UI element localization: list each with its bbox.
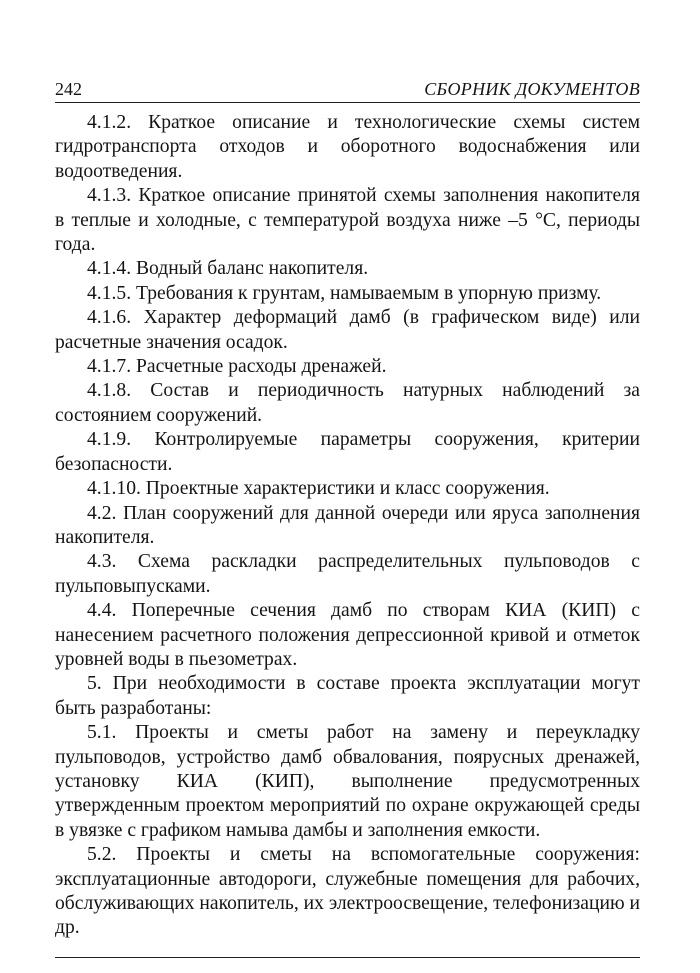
paragraph-5-2: 5.2. Проекты и сметы на вспомогательные сооружения: эксплуатационные автодороги, служебные помещения для рабочих, обслуживающих накопитель, их электроосвещение, телефонизацию и др. bbox=[55, 844, 640, 939]
page-header bbox=[55, 73, 640, 103]
paragraph-4-1-8: 4.1.8. Состав и периодичность натурных наблюдений за состоянием сооружений. bbox=[55, 380, 640, 426]
paragraph-4-1-3: 4.1.3. Краткое описание принятой схемы заполнения накопителя в теплые и холодные, с температурой воздуха ниже –5 °C, периоды года. bbox=[55, 185, 640, 256]
running-title: СБОРНИК ДОКУМЕНТОВ bbox=[424, 79, 640, 99]
page-number: 242 bbox=[55, 79, 82, 99]
paragraph-5: 5. При необходимости в составе проекта эксплуатации могут быть разработаны: bbox=[55, 673, 640, 719]
paragraph-4-1-7: 4.1.7. Расчетные расходы дренажей. bbox=[87, 356, 387, 378]
paragraph-4-1-6: 4.1.6. Характер деформаций дамб (в графическом виде) или расчетные значения осадок. bbox=[55, 307, 640, 353]
paragraph-4-1-5: 4.1.5. Требования к грунтам, намываемым в упорную призму. bbox=[87, 282, 602, 304]
paragraph-4-3: 4.3. Схема раскладки распределительных пульповодов с пульповыпусками. bbox=[55, 551, 640, 597]
paragraph-4-1-9: 4.1.9. Контролируемые параметры сооружения, критерии безопасности. bbox=[55, 429, 640, 475]
paragraph-4-1-10: 4.1.10. Проектные характеристики и класс сооружения. bbox=[87, 478, 550, 500]
document-page bbox=[55, 73, 640, 958]
paragraph-4-4: 4.4. Поперечные сечения дамб по створам КИА (КИП) с нанесением расчетного положения депрессионной кривой и отметок уровней воды в пьезометрах. bbox=[55, 600, 640, 670]
body-text bbox=[55, 111, 640, 941]
footer-rule bbox=[55, 957, 640, 958]
paragraph-4-2: 4.2. План сооружений для данной очереди или яруса заполнения накопителя. bbox=[55, 502, 640, 548]
paragraph-4-1-2: 4.1.2. Краткое описание и технологические схемы систем гидротранспорта отходов и оборотного водоснабжения или водоотведения. bbox=[55, 112, 640, 182]
paragraph-5-1: 5.1. Проекты и сметы работ на замену и переукладку пульповодов, устройство дамб обвалования, поярусных дренажей, установку КИА (КИП), выполнение предусмотренных утвержденным проектом мероприятий по охране окружающей среды в увязке с графиком намыва дамбы и заполнения емкости. bbox=[55, 722, 640, 841]
paragraph-4-1-4: 4.1.4. Водный баланс накопителя. bbox=[87, 258, 369, 280]
